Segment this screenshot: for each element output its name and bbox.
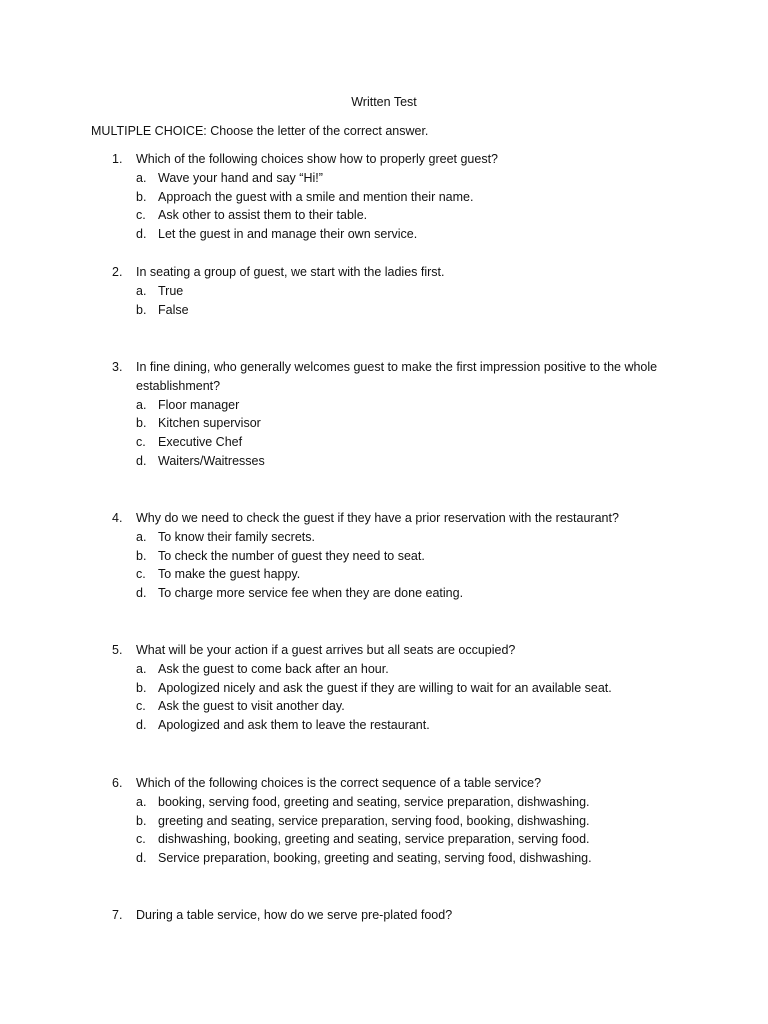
option-letter: c.	[136, 699, 146, 714]
question-number: 5.	[112, 643, 123, 657]
option-letter: a.	[136, 283, 147, 298]
question-number: 1.	[112, 152, 123, 166]
option-text: To check the number of guest they need to seat.	[158, 548, 425, 563]
option-text: booking, serving food, greeting and seating, service preparation, dishwashing.	[158, 794, 590, 809]
question-stem	[91, 774, 691, 793]
option-text: dishwashing, booking, greeting and seating, service preparation, serving food.	[158, 832, 590, 847]
question-6	[91, 774, 691, 868]
page-title: Written Test	[351, 95, 417, 109]
option-letter: a.	[136, 794, 147, 809]
option-text: To know their family secrets.	[158, 529, 315, 544]
question-stem	[91, 641, 691, 660]
option-d	[91, 716, 691, 735]
options-list	[91, 793, 691, 868]
option-b	[91, 301, 691, 320]
option-letter: d.	[136, 453, 147, 468]
option-text: False	[158, 302, 189, 317]
options-list	[91, 660, 691, 735]
question-text: In seating a group of guest, we start with the ladies first.	[136, 265, 445, 279]
question-number: 7.	[112, 908, 123, 922]
option-letter: a.	[136, 397, 147, 412]
option-a	[91, 660, 691, 679]
option-letter: b.	[136, 813, 147, 828]
question-text: In fine dining, who generally welcomes guest to make the first impression positive to the whole establishment?	[136, 360, 658, 393]
option-d	[91, 225, 691, 244]
option-letter: c.	[136, 832, 146, 847]
question-text: Which of the following choices is the correct sequence of a table service?	[136, 776, 542, 790]
option-c	[91, 433, 691, 452]
option-d	[91, 584, 691, 603]
question-text: What will be your action if a guest arrives but all seats are occupied?	[136, 643, 516, 657]
option-text: Apologized nicely and ask the guest if they are willing to wait for an available seat.	[158, 680, 612, 695]
option-b	[91, 188, 691, 207]
question-2	[91, 263, 691, 319]
option-letter: b.	[136, 680, 147, 695]
question-stem	[91, 358, 691, 396]
question-1	[91, 150, 691, 244]
question-5	[91, 641, 691, 735]
option-text: True	[158, 283, 184, 298]
option-c	[91, 830, 691, 849]
question-text: Why do we need to check the guest if they have a prior reservation with the restaurant?	[136, 511, 619, 525]
option-letter: c.	[136, 208, 146, 223]
option-a	[91, 169, 691, 188]
option-text: Ask the guest to visit another day.	[158, 699, 345, 714]
instructions: MULTIPLE CHOICE: Choose the letter of the correct answer.	[91, 124, 429, 138]
option-text: Apologized and ask them to leave the restaurant.	[158, 718, 430, 733]
option-text: To charge more service fee when they are done eating.	[158, 586, 464, 601]
question-number: 3.	[112, 360, 123, 374]
option-letter: b.	[136, 189, 147, 204]
question-number: 2.	[112, 265, 123, 279]
option-letter: b.	[136, 416, 147, 431]
option-text: Kitchen supervisor	[158, 416, 261, 431]
question-4	[91, 509, 691, 603]
question-stem	[91, 509, 691, 528]
option-d	[91, 452, 691, 471]
question-number: 4.	[112, 511, 123, 525]
option-letter: c.	[136, 435, 146, 450]
option-c	[91, 697, 691, 716]
question-stem	[91, 906, 691, 925]
option-b	[91, 414, 691, 433]
question-7	[91, 906, 691, 925]
option-a	[91, 793, 691, 812]
question-number: 6.	[112, 776, 123, 790]
option-letter: b.	[136, 548, 147, 563]
option-letter: d.	[136, 851, 147, 866]
options-list	[91, 169, 691, 244]
option-letter: a.	[136, 529, 147, 544]
options-list	[91, 282, 691, 320]
option-letter: c.	[136, 567, 146, 582]
option-text: Ask the guest to come back after an hour.	[158, 661, 389, 676]
option-text: Approach the guest with a smile and mention their name.	[158, 189, 474, 204]
option-text: Let the guest in and manage their own service.	[158, 227, 418, 242]
question-stem	[91, 263, 691, 282]
option-letter: a.	[136, 661, 147, 676]
option-text: greeting and seating, service preparation, serving food, booking, dishwashing.	[158, 813, 590, 828]
options-list	[91, 528, 691, 603]
option-text: Floor manager	[158, 397, 240, 412]
option-letter: b.	[136, 302, 147, 317]
options-list	[91, 396, 691, 471]
question-stem	[91, 150, 691, 169]
option-a	[91, 282, 691, 301]
option-text: To make the guest happy.	[158, 567, 301, 582]
option-text: Service preparation, booking, greeting and seating, serving food, dishwashing.	[158, 851, 592, 866]
option-d	[91, 849, 691, 868]
option-text: Ask other to assist them to their table.	[158, 208, 368, 223]
question-text: Which of the following choices show how to properly greet guest?	[136, 152, 498, 166]
option-a	[91, 396, 691, 415]
option-a	[91, 528, 691, 547]
option-letter: d.	[136, 227, 147, 242]
option-letter: d.	[136, 586, 147, 601]
option-b	[91, 547, 691, 566]
option-text: Waiters/Waitresses	[158, 453, 265, 468]
option-c	[91, 206, 691, 225]
option-b	[91, 812, 691, 831]
option-c	[91, 565, 691, 584]
option-text: Wave your hand and say “Hi!”	[158, 170, 323, 185]
question-3	[91, 358, 691, 471]
option-b	[91, 679, 691, 698]
question-text: During a table service, how do we serve pre-plated food?	[136, 908, 453, 922]
option-letter: d.	[136, 718, 147, 733]
option-letter: a.	[136, 170, 147, 185]
option-text: Executive Chef	[158, 435, 243, 450]
